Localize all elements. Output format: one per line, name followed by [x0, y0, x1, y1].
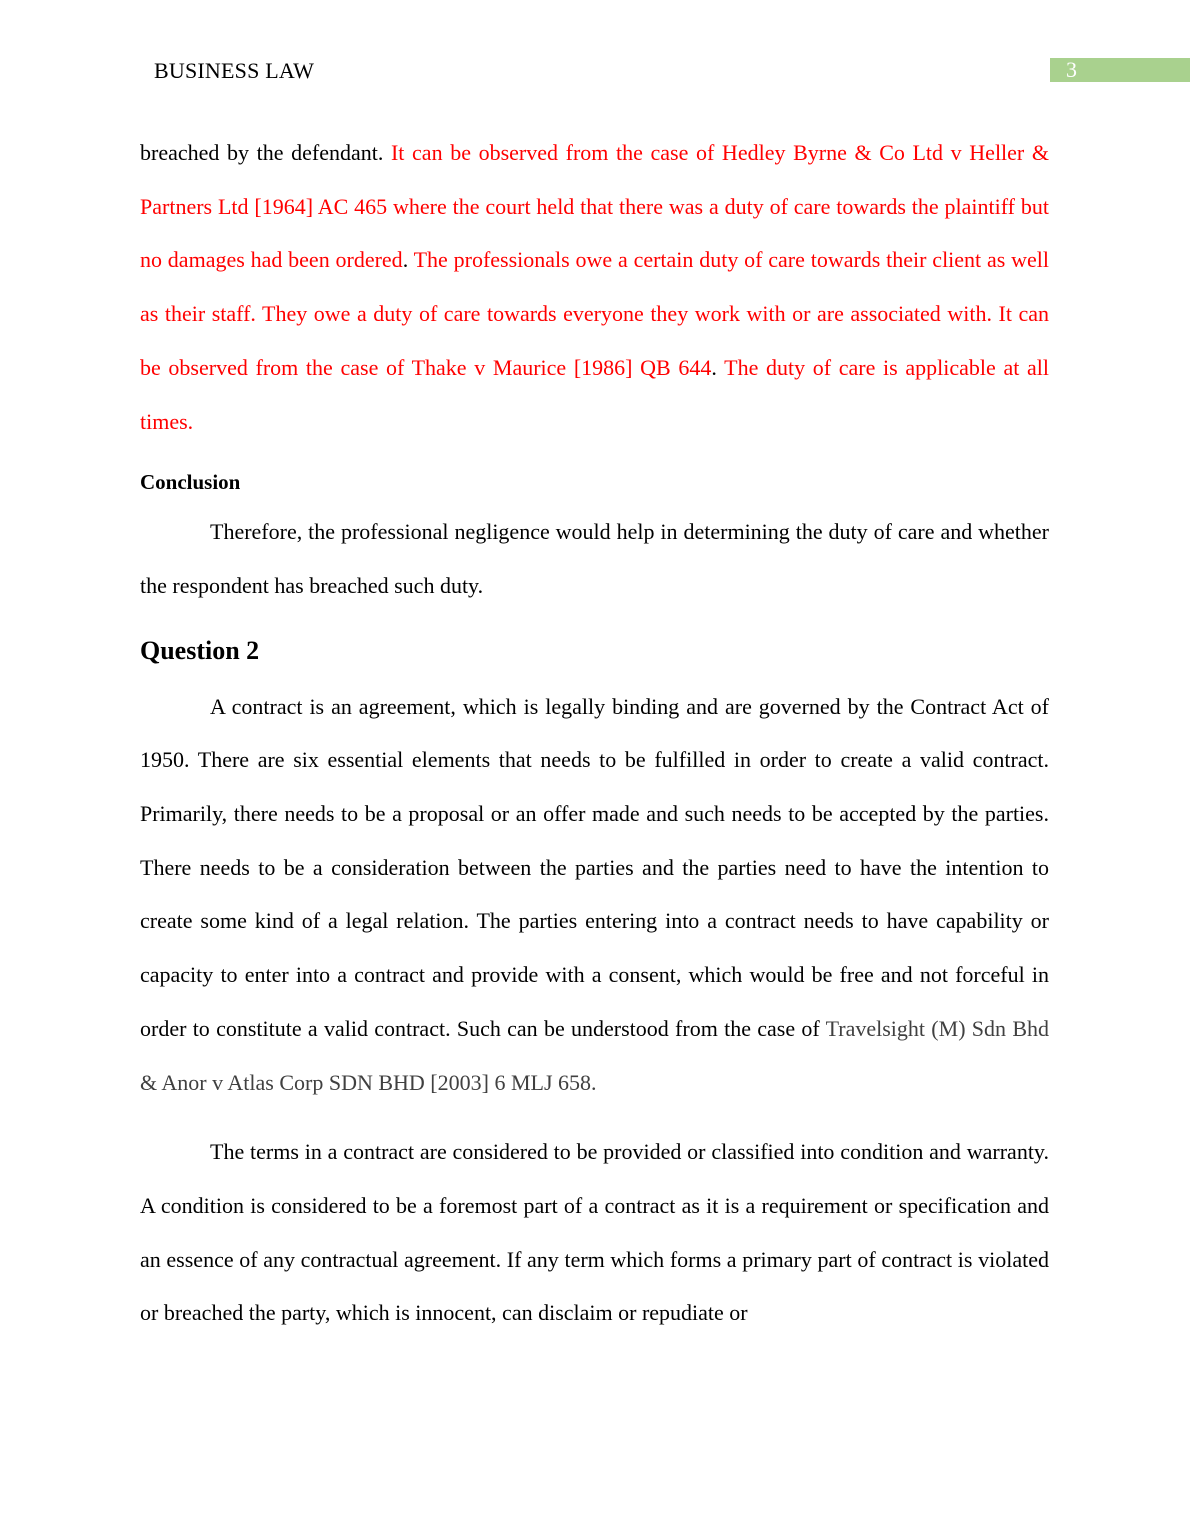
- document-body: [140, 126, 1049, 1340]
- sentence-separator: .: [402, 247, 414, 273]
- conclusion-heading: Conclusion: [140, 470, 241, 495]
- case-citation: Travelsight (M) Sdn Bhd & Anor v Atlas Corp SDN BHD [2003] 6 MLJ 658.: [140, 1015, 1049, 1095]
- paragraph-text: A contract is an agreement, which is legally binding and are governed by the Contract Act of 1950. There are six essential elements that needs to be fulfilled in order to create a valid contract. Primarily, there needs to be a proposal or an offer made and such needs to be accepted by the parties. There needs to be a consideration between the parties and the parties need to have the intention to create some kind of a legal relation. The parties entering into a contract needs to have capability or capacity to enter into a contract and provide with a consent, which would be free and not forceful in order to constitute a valid contract. Such can be understood from the case of: [140, 693, 1049, 1041]
- sentence-separator: .: [711, 354, 725, 380]
- paragraph-text: breached by the defendant.: [140, 140, 391, 165]
- page-number: 3: [1066, 57, 1077, 82]
- question-2-heading: Question 2: [140, 635, 260, 665]
- highlighted-text: It can be observed from the case of Hedley Byrne & Co Ltd v Heller & Partners Ltd [1964] AC 465 where the court held that there was a duty of care towards the plaintiff but no damages had been ordered: [140, 140, 1049, 273]
- highlighted-text: The duty of care is applicable at all times.: [140, 354, 1049, 434]
- highlighted-text: The professionals owe a certain duty of care towards their client as well as their staff. They owe a duty of care towards everyone they work with or are associated with. It can be observed from the case of Thake v Maurice [1986] QB 644: [140, 247, 1049, 380]
- contract-terms-paragraph: The terms in a contract are considered to be provided or classified into condition and warranty. A condition is considered to be a foremost part of a contract as it is a requirement or specification and an essence of any contractual agreement. If any term which forms a primary part of contract is violated or breached the party, which is innocent, can disclaim or repudiate or: [140, 1139, 1049, 1326]
- running-header-title: BUSINESS LAW: [154, 58, 315, 83]
- page-number-badge: [1050, 58, 1190, 82]
- contract-elements-paragraph: [140, 680, 1049, 1110]
- conclusion-paragraph: Therefore, the professional negligence would help in determining the duty of care and whether the respondent has breached such duty.: [140, 519, 1049, 598]
- paragraph-duty-of-care: [140, 126, 1049, 448]
